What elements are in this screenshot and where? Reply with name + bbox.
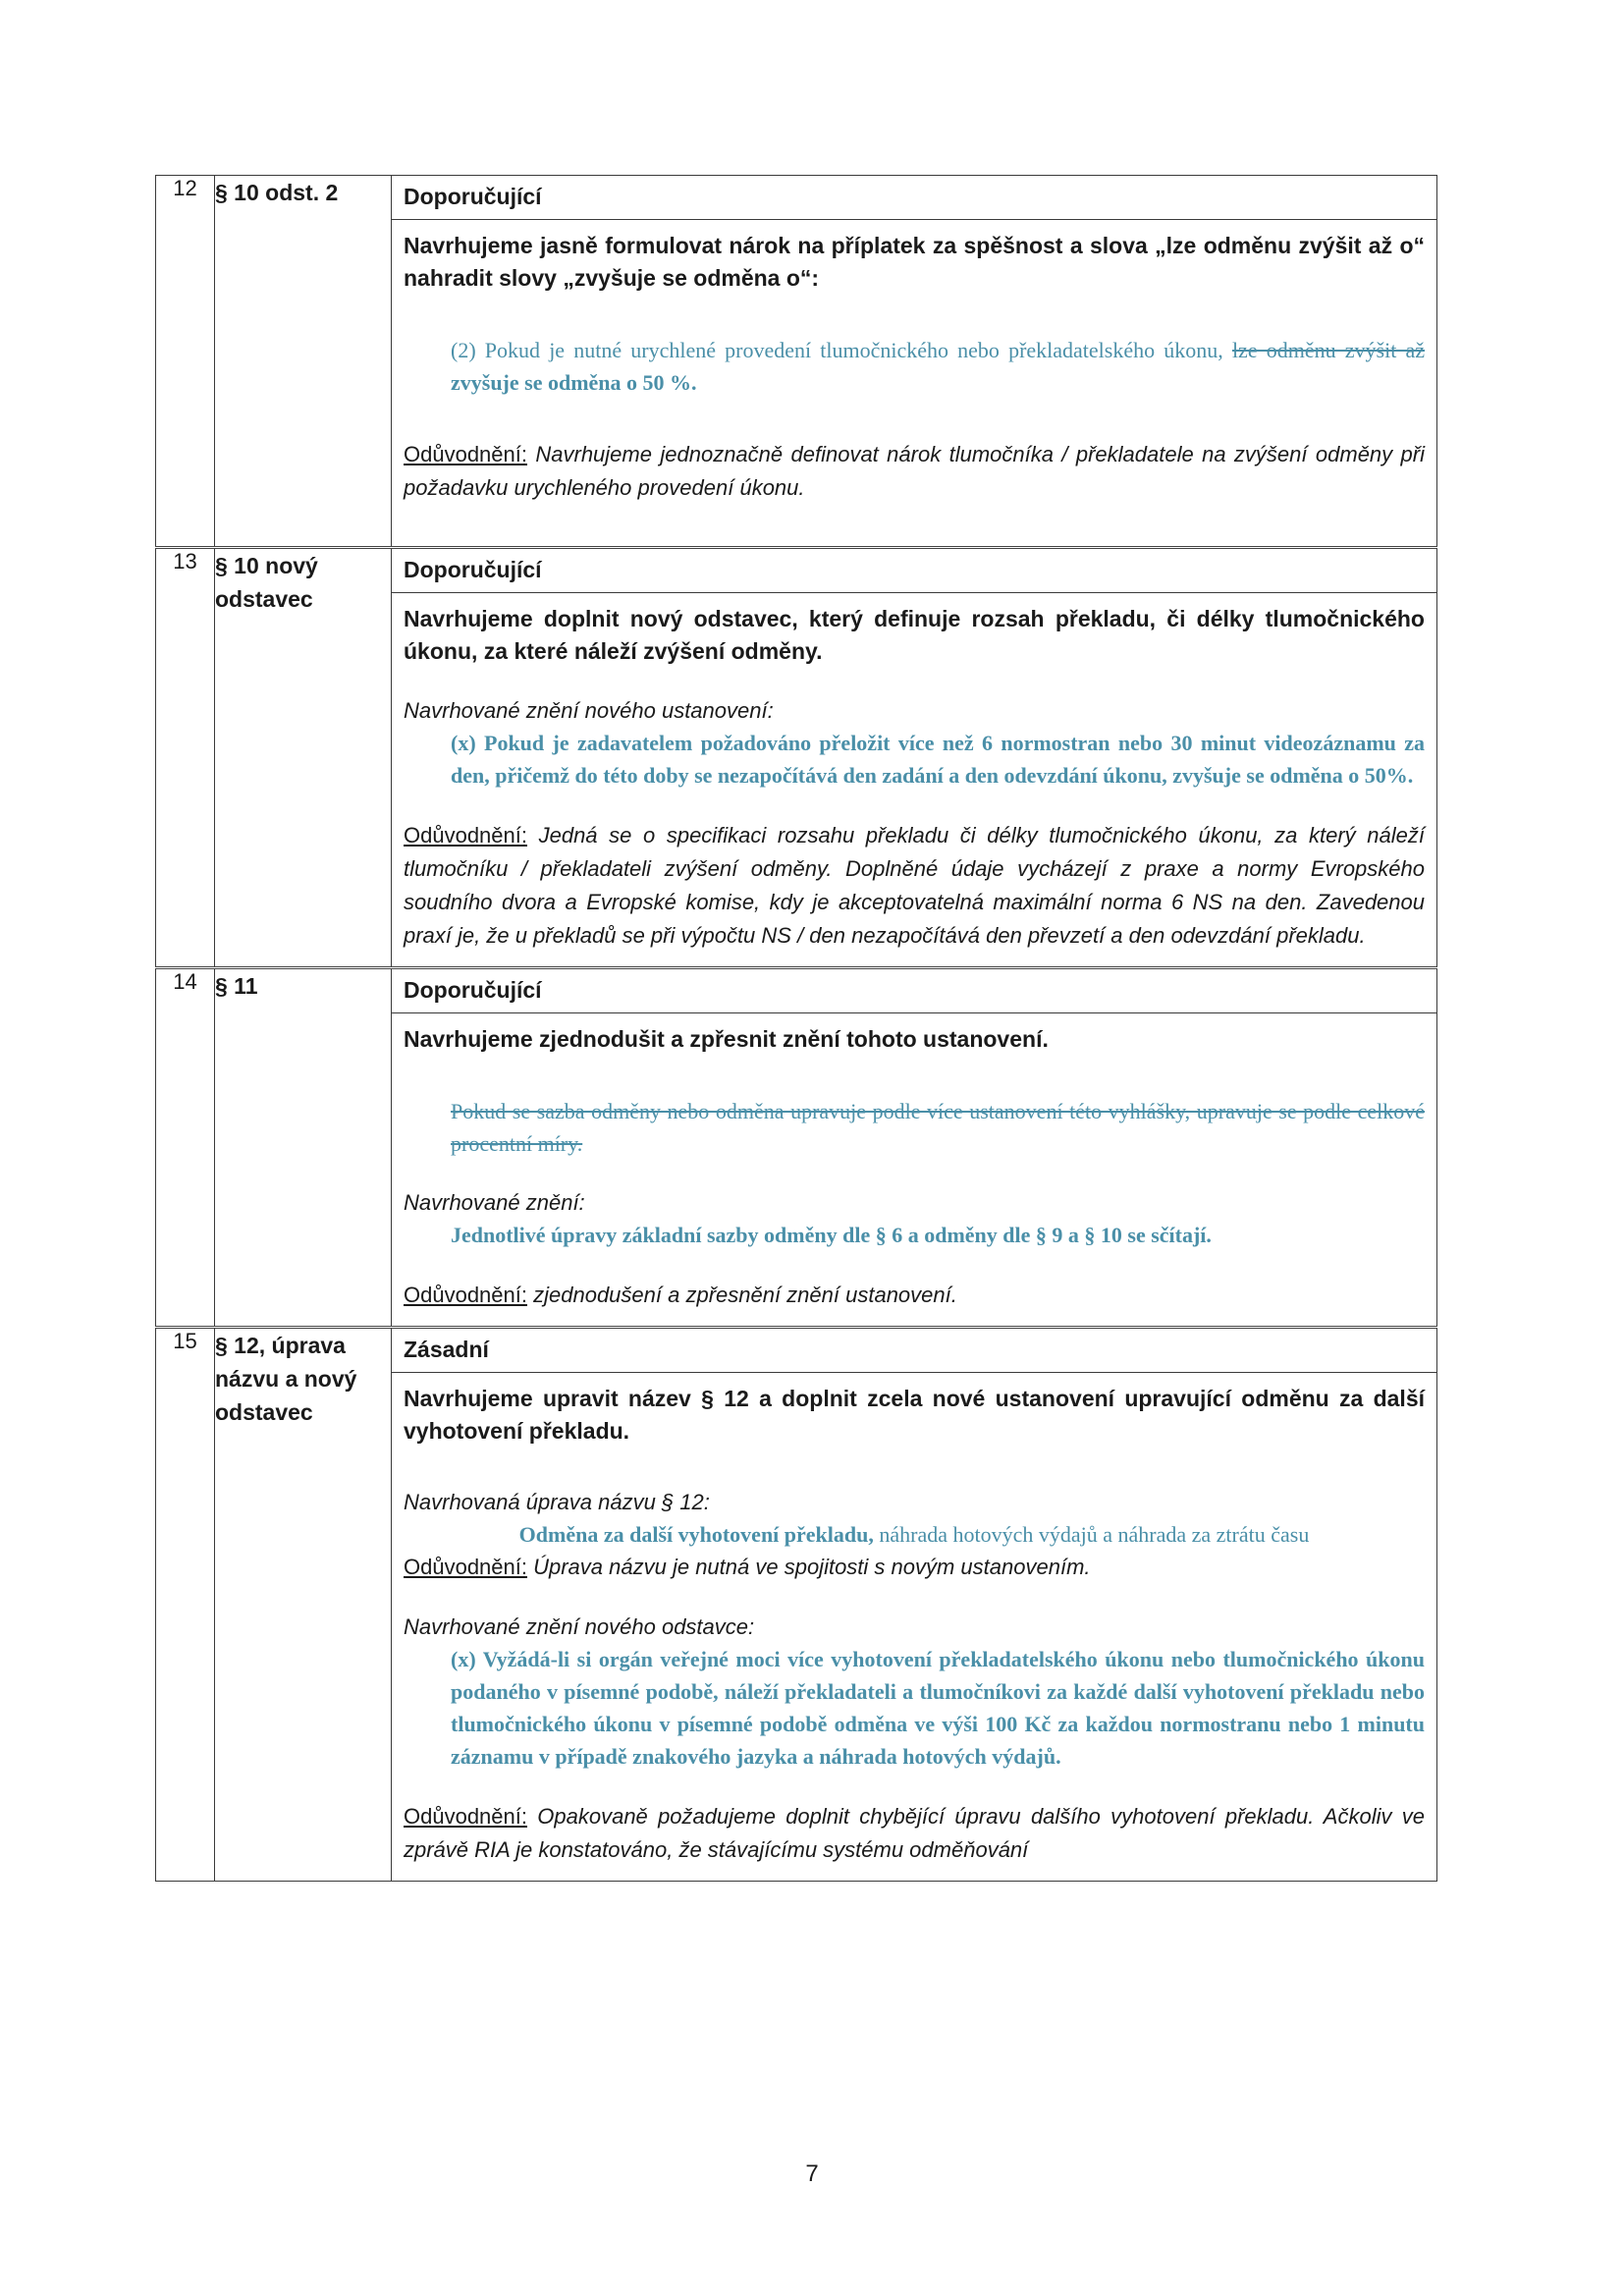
justification-text: Jedná se o specifikaci rozsahu překladu či délky tlumočnického úkonu, za který náleží tlumočníku / překladateli zvýšení odměny. Doplněné údaje vycházejí z praxe a normy Evropského soudního dvora a Evropské komise, kdy je akceptovatelná maximální norma 6 NS na den. Zavedenou praxí je, že u překladů se při výpočtu NS / den nezapočítává den převzetí a den odevzdání překladu. (404, 823, 1425, 948)
proposal-label: Navrhované znění: (404, 1190, 585, 1215)
justification-label: Odůvodnění: (404, 1555, 527, 1579)
page-number: 7 (805, 2160, 819, 2187)
proposed-text: (x) Vyžádá-li si orgán veřejné moci více vyhotovení překladatelského úkonu nebo tlumočnického úkonu podaného v písemné podobě, náleží překladateli a tlumočníkovi za každé další vyhotovení překladu nebo tlumočnického úkonu v písemné podobě odměna ve výši 100 Kč za každou normostranu nebo 1 minutu záznamu v případě znakového jazyka a náhrada hotových výdajů. (451, 1647, 1425, 1769)
comments-table (155, 175, 1437, 1882)
proposed-title-new: Odměna za další vyhotovení překladu, (518, 1522, 874, 1547)
section-reference: § 10 nový odstavec (215, 548, 392, 968)
title-justification (404, 1551, 1425, 1584)
inserted-text: zvyšuje (451, 370, 519, 395)
justification (404, 1279, 1425, 1312)
comment-cell (392, 968, 1437, 1328)
justification-label: Odůvodnění: (404, 442, 527, 466)
justification-text: Opakovaně požadujeme doplnit chybějící úpravu dalšího vyhotovení překladu. Ačkoliv ve zprávě RIA je konstatováno, že stávajícímu systému odměňování (404, 1804, 1425, 1862)
justification-text: Úprava názvu je nutná ve spojitosti s novým ustanovením. (533, 1555, 1091, 1579)
table-row (156, 1328, 1437, 1882)
justification-label: Odůvodnění: (404, 1283, 527, 1307)
row-number: 14 (156, 968, 215, 1328)
comment-category: Doporučující (392, 969, 1436, 1013)
proposed-text: Jednotlivé úpravy základní sazby odměny dle § 6 a odměny dle § 9 a § 10 se sčítají. (451, 1223, 1212, 1247)
legal-text-line: (2) Pokud je nutné urychlené provedení tlumočnického nebo překladatelského úkonu, (451, 338, 1223, 362)
comment-category: Doporučující (392, 176, 1436, 220)
comment-category: Doporučující (392, 549, 1436, 593)
section-reference: § 11 (215, 968, 392, 1328)
justification (404, 819, 1425, 953)
proposed-text: (x) Pokud je zadavatelem požadováno přeložit více než 6 normostran nebo 30 minut videozáznamu za den, přičemž do této doby se nezapočítává den zadání a den odevzdání úkonu, zvyšuje se odměna o 50%. (451, 731, 1425, 788)
justification (404, 438, 1425, 505)
proposed-title-rest: náhrada hotových výdajů a náhrada za ztrátu času (879, 1522, 1310, 1547)
comment-cell (392, 1328, 1437, 1882)
proposal-label: Navrhované znění nového odstavce: (404, 1614, 755, 1639)
comment-cell (392, 176, 1437, 548)
comment-lead: Navrhujeme jasně formulovat nárok na příplatek za spěšnost a slova „lze odměnu zvýšit až o“ nahradit slovy „zvyšuje se odměna o“: (404, 233, 1425, 291)
comment-lead: Navrhujeme zjednodušit a zpřesnit znění tohoto ustanovení. (404, 1026, 1049, 1052)
section-reference: § 10 odst. 2 (215, 176, 392, 548)
table-row (156, 968, 1437, 1328)
struck-text: lze odměnu zvýšit až (1231, 338, 1425, 362)
section-reference: § 12, úprava názvu a nový odstavec (215, 1328, 392, 1882)
table-row (156, 176, 1437, 548)
proposal-label: Navrhované znění nového ustanovení: (404, 698, 774, 723)
justification-label: Odůvodnění: (404, 823, 527, 847)
comment-lead: Navrhujeme doplnit nový odstavec, který definuje rozsah překladu, či délky tlumočnického úkonu, za které náleží zvýšení odměny. (404, 606, 1425, 664)
row-number: 12 (156, 176, 215, 548)
justification-label: Odůvodnění: (404, 1804, 527, 1829)
comment-category: Zásadní (392, 1329, 1436, 1373)
struck-text: Pokud se sazba odměny nebo odměna upravuje podle více ustanovení této vyhlášky, upravuje se podle celkové procentní míry. (451, 1099, 1425, 1156)
legal-text-tail: se odměna o 50 %. (524, 370, 697, 395)
row-number: 15 (156, 1328, 215, 1882)
proposed-title (404, 1518, 1425, 1551)
table-row (156, 548, 1437, 968)
row-number: 13 (156, 548, 215, 968)
comment-cell (392, 548, 1437, 968)
justification-text: zjednodušení a zpřesnění znění ustanovení. (533, 1283, 957, 1307)
justification-text: Navrhujeme jednoznačně definovat nárok tlumočníka / překladatele na zvýšení odměny při požadavku urychleného provedení úkonu. (404, 442, 1425, 500)
legal-text (451, 334, 1425, 399)
title-proposal-label: Navrhovaná úprava názvu § 12: (404, 1490, 710, 1514)
comment-lead: Navrhujeme upravit název § 12 a doplnit zcela nové ustanovení upravující odměnu za další vyhotovení překladu. (404, 1386, 1425, 1444)
justification (404, 1800, 1425, 1867)
